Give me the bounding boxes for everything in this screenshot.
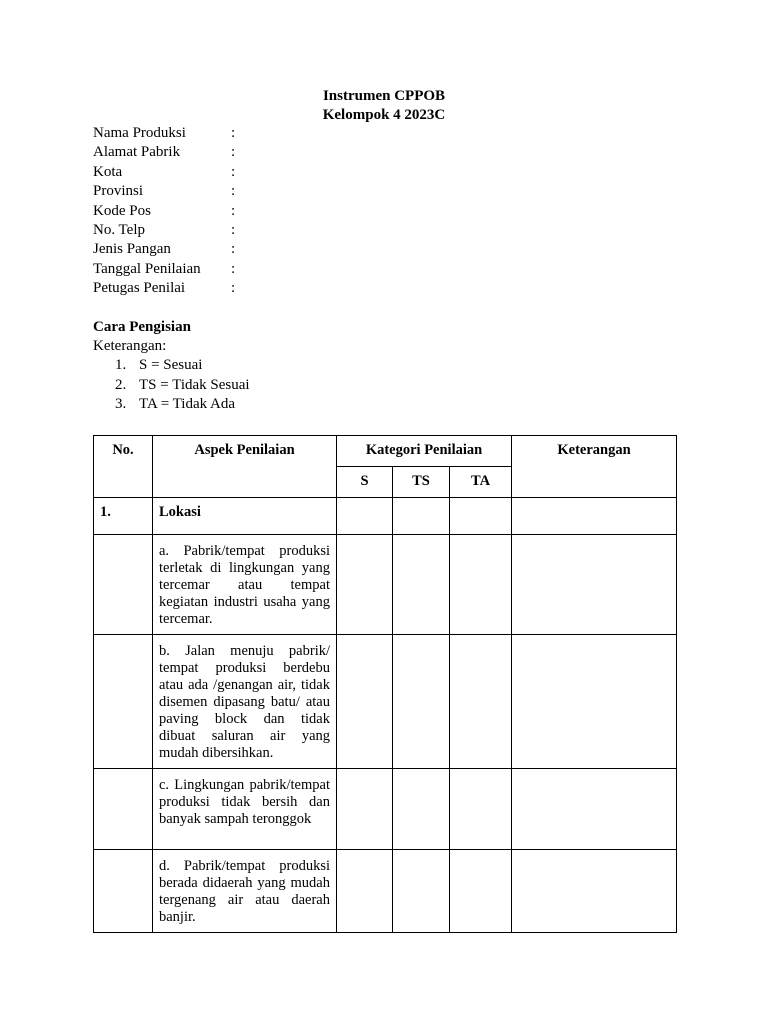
cell-ta[interactable]	[450, 850, 512, 933]
field-label: Kota	[93, 163, 123, 180]
cell-ta[interactable]	[450, 498, 512, 535]
field-alamat-pabrik	[93, 143, 235, 162]
legend-item	[115, 376, 250, 396]
header-no: No.	[94, 436, 153, 498]
cell-s[interactable]	[337, 635, 393, 769]
field-label: Petugas Penilai	[93, 280, 186, 297]
field-colon: :	[231, 183, 236, 200]
field-colon: :	[231, 125, 236, 141]
table-row	[94, 535, 677, 635]
cell-keterangan[interactable]	[512, 535, 677, 635]
cell-s[interactable]	[337, 769, 393, 850]
identity-fields	[93, 124, 235, 299]
field-colon: :	[231, 241, 236, 258]
field-nama-produksi	[93, 124, 235, 143]
field-colon: :	[231, 280, 236, 297]
assessment-table	[93, 435, 677, 933]
aspect-description: d. Pabrik/tempat produksi berada didaerah yang mudah tergenang air atau daerah banjir.	[153, 850, 337, 933]
cell-ta[interactable]	[450, 635, 512, 769]
cell-s[interactable]	[337, 850, 393, 933]
table-section-row	[94, 498, 677, 535]
field-provinsi	[93, 182, 235, 201]
legend-list	[115, 356, 250, 415]
legend-item	[115, 356, 250, 376]
table-row	[94, 850, 677, 933]
cell-ta[interactable]	[450, 535, 512, 635]
aspect-description: a. Pabrik/tempat produksi terletak di lingkungan yang tercemar atau tempat kegiatan industri usaha yang tercemar.	[153, 535, 337, 635]
field-petugas-penilai	[93, 279, 235, 298]
field-label: Provinsi	[93, 183, 144, 200]
legend-number: 3.	[115, 396, 127, 412]
cell-ts[interactable]	[393, 535, 450, 635]
field-colon: :	[231, 144, 236, 161]
header-keterangan: Keterangan	[512, 436, 677, 498]
legend-number: 2.	[115, 376, 127, 393]
cell-no	[94, 850, 153, 933]
field-colon: :	[231, 221, 236, 238]
cell-ts[interactable]	[393, 850, 450, 933]
field-kode-pos	[93, 202, 235, 221]
cell-keterangan[interactable]	[512, 850, 677, 933]
header-kategori-penilaian: Kategori Penilaian	[337, 436, 512, 467]
field-kota	[93, 163, 235, 182]
section-title: Lokasi	[153, 498, 337, 535]
field-label: Nama Produksi	[93, 125, 186, 141]
cell-keterangan[interactable]	[512, 769, 677, 850]
page-subtitle: Kelompok 4 2023C	[322, 107, 446, 123]
cell-ta[interactable]	[450, 769, 512, 850]
cell-ts[interactable]	[393, 769, 450, 850]
field-label: No. Telp	[93, 221, 146, 238]
field-label: Kode Pos	[93, 202, 151, 219]
cell-keterangan[interactable]	[512, 635, 677, 769]
header-ta: TA	[450, 467, 512, 498]
field-label: Tanggal Penilaian	[93, 260, 201, 277]
field-colon: :	[231, 202, 236, 219]
cell-ts[interactable]	[393, 498, 450, 535]
field-label: Alamat Pabrik	[93, 144, 181, 161]
header-ts: TS	[393, 467, 450, 498]
header-aspek-penilaian: Aspek Penilaian	[153, 436, 337, 498]
field-colon: :	[231, 260, 236, 277]
instructions-heading: Cara Pengisian	[93, 319, 191, 335]
legend-text: TA = Tidak Ada	[139, 396, 236, 412]
header-s: S	[337, 467, 393, 498]
aspect-description: c. Lingkungan pabrik/tempat produksi tidak bersih dan banyak sampah teronggok	[153, 769, 337, 850]
legend-number: 1.	[115, 357, 127, 373]
cell-ts[interactable]	[393, 635, 450, 769]
section-number: 1.	[94, 498, 153, 535]
table-row	[94, 635, 677, 769]
field-no-telp	[93, 221, 235, 240]
legend-label: Keterangan:	[93, 338, 167, 354]
cell-keterangan[interactable]	[512, 498, 677, 535]
cell-s[interactable]	[337, 498, 393, 535]
table-header-row	[94, 436, 677, 467]
legend-item	[115, 395, 250, 415]
aspect-description: b. Jalan menuju pabrik/ tempat produksi berdebu atau ada /genangan air, tidak disemen dipasang batu/ atau paving block dan tidak dibuat saluran air yang mudah dibersihkan.	[153, 635, 337, 769]
field-colon: :	[231, 163, 236, 180]
page-title: Instrumen CPPOB	[322, 88, 446, 104]
cell-no	[94, 635, 153, 769]
legend-text: S = Sesuai	[139, 357, 203, 373]
field-label: Jenis Pangan	[93, 241, 171, 258]
legend-text: TS = Tidak Sesuai	[139, 376, 250, 393]
cell-no	[94, 535, 153, 635]
table-row	[94, 769, 677, 850]
cell-no	[94, 769, 153, 850]
field-tanggal-penilaian	[93, 260, 235, 279]
cell-s[interactable]	[337, 535, 393, 635]
field-jenis-pangan	[93, 240, 235, 259]
